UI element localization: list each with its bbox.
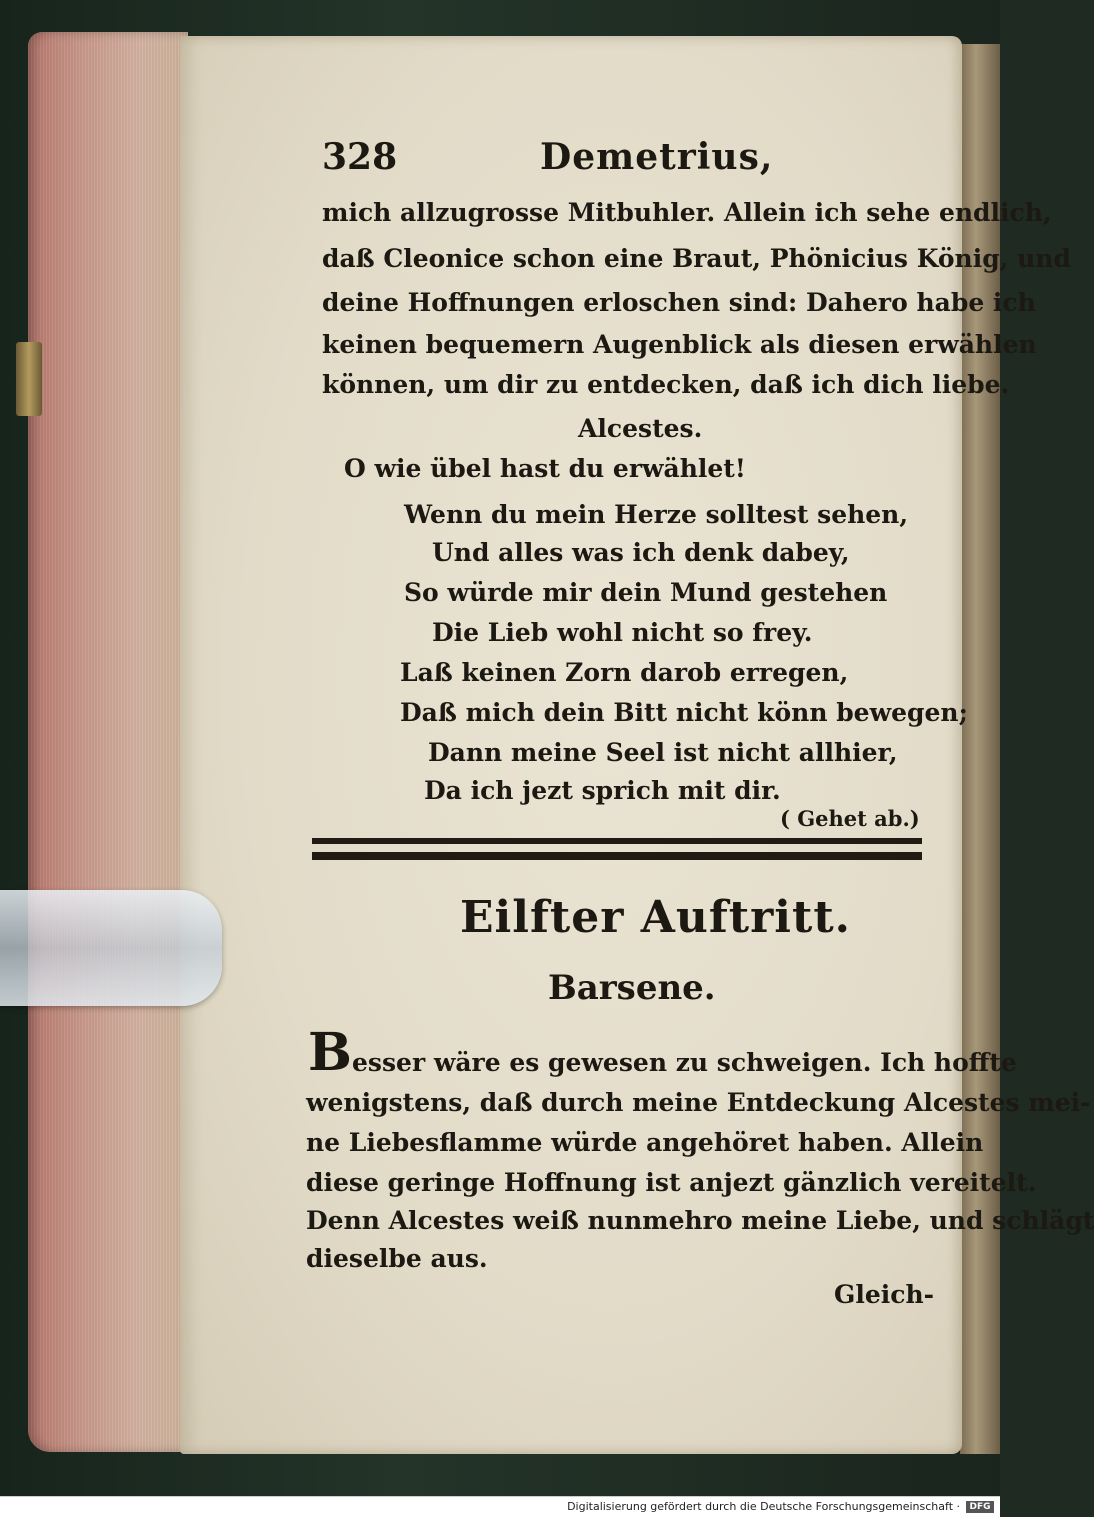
section-rule-top <box>312 838 922 844</box>
prose-line: deine Hoffnungen erloschen sind: Dahero habe ich <box>322 288 1036 317</box>
prose-line: mich allzugrosse Mitbuhler. Allein ich sehe endlich, <box>322 198 1052 227</box>
prose-line: diese geringe Hoffnung ist anjezt gänzlich vereitelt. <box>306 1168 1037 1197</box>
scene-heading: Eilfter Auftritt. <box>460 892 851 943</box>
verse-line: Die Lieb wohl nicht so frey. <box>432 618 813 647</box>
catchword: Gleich- <box>834 1280 935 1309</box>
footer-bar <box>0 1496 1000 1517</box>
stage-direction: ( Gehet ab.) <box>780 806 920 831</box>
verse-line: Laß keinen Zorn darob erregen, <box>400 658 849 687</box>
funding-credit: Digitalisierung gefördert durch die Deutsche Forschungsgemeinschaft · <box>567 1500 960 1513</box>
verse-line: Daß mich dein Bitt nicht könn bewegen; <box>400 698 968 727</box>
speech-line: O wie übel hast du erwählet! <box>344 454 746 483</box>
prose-line: ne Liebesflamme würde angehöret haben. Allein <box>306 1128 984 1157</box>
dfg-logo: DFG <box>966 1501 994 1513</box>
speaker-name: Alcestes. <box>578 414 703 443</box>
prose-line: keinen bequemern Augenblick als diesen erwählen <box>322 330 1037 359</box>
prose-line: daß Cleonice schon eine Braut, Phönicius König, und <box>322 244 1071 273</box>
verse-line: Da ich jezt sprich mit dir. <box>424 776 781 805</box>
verse-line: Und alles was ich denk dabey, <box>432 538 850 567</box>
verse-line: Dann meine Seel ist nicht allhier, <box>428 738 898 767</box>
prose-line: können, um dir zu entdecken, daß ich dich liebe. <box>322 370 1010 399</box>
verse-line: Wenn du mein Herze solltest sehen, <box>404 500 909 529</box>
running-title: Demetrius, <box>540 136 774 178</box>
prose-line: dieselbe aus. <box>306 1244 488 1273</box>
page-number: 328 <box>322 136 398 178</box>
prose-line: wenigstens, daß durch meine Entdeckung Alcestes mei- <box>306 1088 1091 1117</box>
prose-line: esser wäre es gewesen zu schweigen. Ich hoffte <box>352 1048 1017 1077</box>
drop-cap: B <box>308 1022 352 1083</box>
prose-line: Denn Alcestes weiß nunmehro meine Liebe, und schlägt <box>306 1206 1094 1235</box>
scene-speaker-name: Barsene. <box>548 968 716 1008</box>
verse-line: So würde mir dein Mund gestehen <box>404 578 888 607</box>
section-rule-bottom <box>312 852 922 860</box>
